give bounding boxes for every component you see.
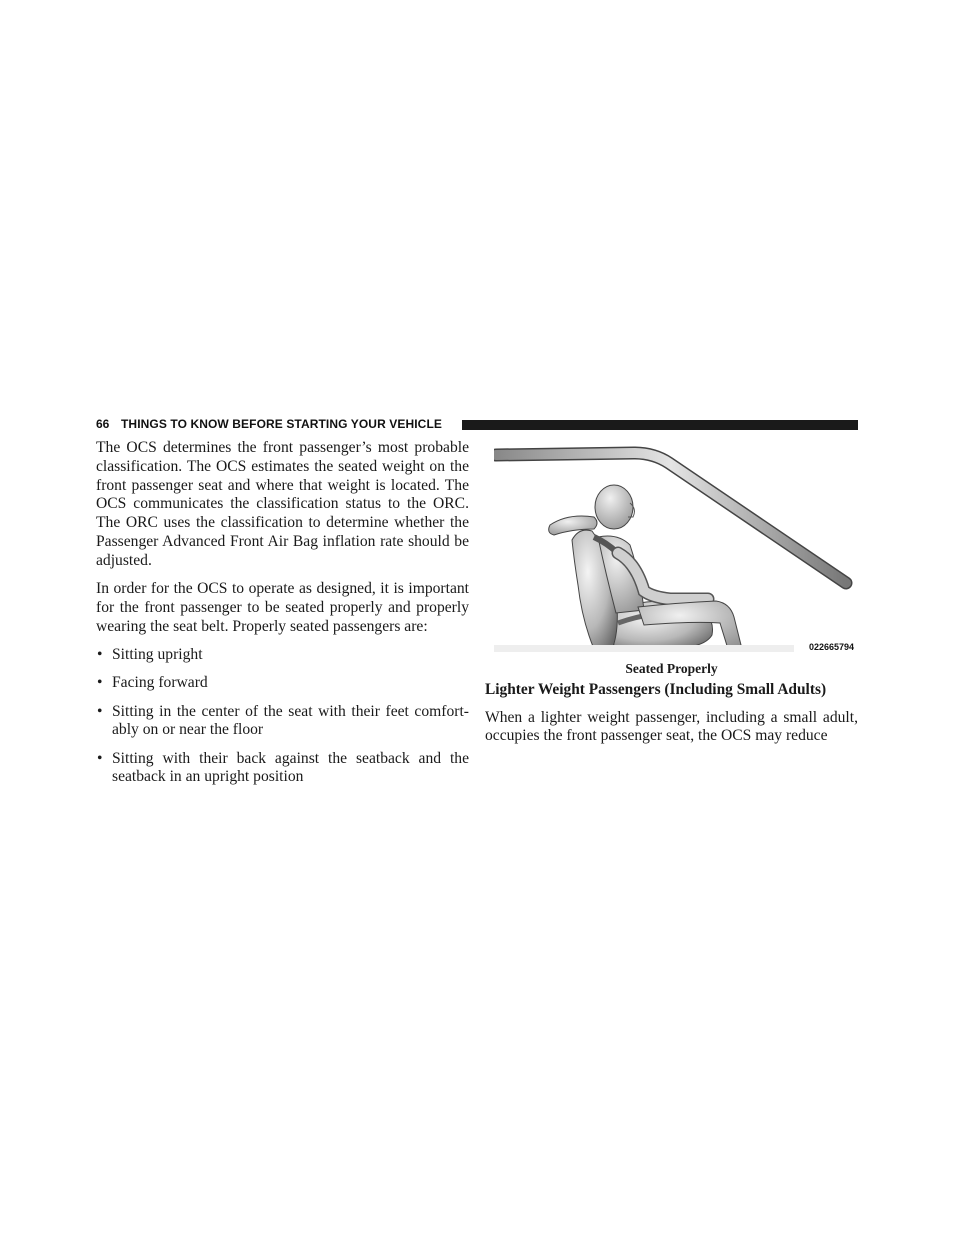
bullet-icon: • [97, 674, 103, 692]
page-header [96, 416, 858, 434]
paragraph-proper-seating: In order for the OCS to operate as designed, it is important for the front passenger to be seated properly and properly wearing the seat belt. Properly seated passengers are: [96, 580, 469, 635]
list-item [96, 674, 469, 693]
list-item [96, 750, 469, 788]
left-column [96, 439, 469, 797]
paragraph-ocs-classification: The OCS determines the front passenger’s most probable classification. The OCS estimates the seated weight on the front passenger seat and where that weight is located. The OCS communicates the classification status to the ORC. The ORC uses the classification to determine whether the Passenger Advanced Front Air Bag inflation rate should be adjusted. [96, 439, 469, 569]
page-number: 66 [96, 417, 110, 431]
list-item [96, 646, 469, 665]
right-column [485, 681, 858, 746]
figure-code: 022665794 [808, 642, 854, 652]
section-title: THINGS TO KNOW BEFORE STARTING YOUR VEHICLE [121, 417, 442, 431]
list-item-text: Sitting upright [112, 645, 203, 663]
header-rule [462, 420, 858, 430]
seated-properly-illustration [494, 445, 858, 652]
bullet-icon: • [97, 645, 103, 663]
bullet-icon: • [97, 749, 103, 767]
paragraph-lighter-weight: When a lighter weight passenger, including a small adult, occupies the front passenger seat, the OCS may reduce [485, 708, 858, 745]
passenger-illustration [494, 445, 858, 652]
list-item-text: Facing forward [112, 674, 208, 692]
subheading-lighter-weight-passengers: Lighter Weight Passengers (Including Small Adults) [485, 681, 827, 698]
list-item [96, 703, 469, 741]
figure-caption: Seated Properly [625, 661, 718, 676]
bullet-icon: • [97, 702, 103, 720]
list-item-text: Sitting with their back against the seatback and the seatback in an upright position [112, 749, 469, 786]
list-item-text: Sitting in the center of the seat with their feet comfort- ably on or near the floor [112, 702, 469, 739]
bullet-list [96, 646, 469, 787]
